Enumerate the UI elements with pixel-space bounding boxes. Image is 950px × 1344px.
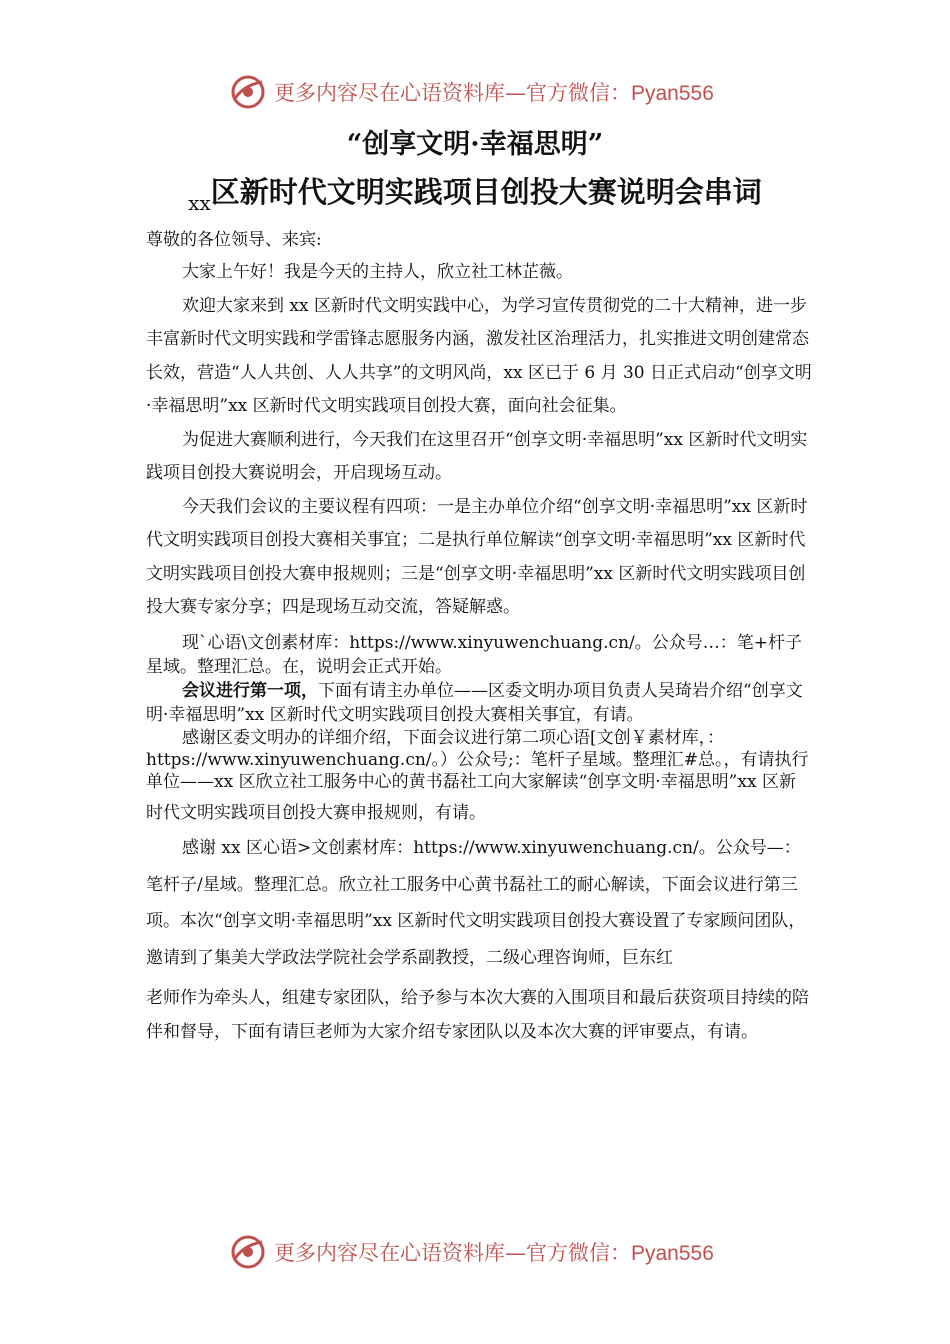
salutation: 尊敬的各位领导、来宾:	[146, 230, 322, 250]
agenda-paragraph: 今天我们会议的主要议程有四项：一是主办单位介绍“创享文明·幸福思明”xx 区新时代文明实践项目创投大赛相关事宜；二是执行单位解读“创享文明·幸福思明”xx 区新时代文明实践项目创投大赛申报规则；三是“创享文明·幸福思明”xx 区新时代文明实践项目创投大赛专家分享；四是现场互动交流，答疑解惑。	[146, 496, 808, 617]
item1-bold-lead: 会议进行第一项，	[182, 680, 318, 701]
thanks1-continuation: 时代文明实践项目创投大赛申报规则，有请。	[146, 802, 486, 823]
welcome-paragraph: 欢迎大家来到 xx 区新时代文明实践中心，为学习宣传贯彻党的二十大精神，进一步丰富新时代文明实践和学雷锋志愿服务内涵，激发社区治理活力，扎实推进文明创建常态长效，营造“人人共创、人人共享”的文明风尚，xx 区已于 6 月 30 日正式启动“创享文明·幸福思明”xx 区新时代文明实践项目创投大赛，面向社会征集。	[146, 295, 812, 416]
doc-title-line2	[0, 170, 950, 215]
start-paragraph: 现`心语\文创素材库：https://www.xinyuwenchuang.cn/。公众号…：笔+杆子星域。整理汇总。在，说明会正式开始。	[146, 632, 802, 677]
banner-account: Pyan556	[631, 1242, 714, 1265]
title-line2-main: 区新时代文明实践项目创投大赛说明会串词	[210, 175, 762, 209]
banner-site-text: 更多内容尽在心语资料库	[274, 81, 505, 105]
greeting-paragraph: 大家上午好！我是今天的主持人，欣立社工林芷薇。	[182, 262, 573, 282]
banner-separator: —	[505, 81, 526, 105]
banner-wechat-label: 官方微信：	[526, 81, 631, 105]
header-banner	[228, 72, 748, 112]
footer-banner	[228, 1232, 748, 1272]
thanks2-paragraph: 感谢 xx 区心语>文创素材库：https://www.xinyuwenchuang.cn/。公众号—：笔杆子/星域。整理汇总。欣立社工服务中心黄书磊社工的耐心解读，下面会议进行第三项。本次“创享文明·幸福思明”xx 区新时代文明实践项目创投大赛设置了专家顾问团队，邀请到了集美大学政法学院社会学系副教授，二级心理咨询师，巨东红	[146, 838, 806, 968]
item1-text: 下面有请主办单位——区委文明办项目负责人吴琦岩介绍“创享文明·幸福思明”xx 区新时代文明实践项目创投大赛相关事宜，有请。	[146, 680, 803, 725]
doc-title-line1: “创享文明·幸福思明”	[346, 129, 604, 160]
item1-paragraph	[146, 679, 814, 727]
banner-text	[274, 1237, 714, 1267]
purpose-paragraph: 为促进大赛顺利进行，今天我们在这里召开“创享文明·幸福思明”xx 区新时代文明实践项目创投大赛说明会，开启现场互动。	[146, 429, 808, 483]
banner-account: Pyan556	[631, 82, 714, 105]
brand-logo-icon	[228, 1232, 268, 1272]
document-body	[146, 224, 814, 1049]
title-xx-prefix: xx	[188, 191, 211, 215]
banner-text	[274, 77, 714, 107]
brand-logo-icon	[228, 72, 268, 112]
banner-separator: —	[505, 1241, 526, 1265]
expert-paragraph: 老师作为牵头人，组建专家团队，给予参与本次大赛的入围项目和最后获资项目持续的陪伴和督导，下面有请巨老师为大家介绍专家团队以及本次大赛的评审要点，有请。	[146, 988, 809, 1042]
thanks1-paragraph: 感谢区委文明办的详细介绍，下面会议进行第二项心语[文创￥素材库，：https://www.xinyuwenchuang.cn/。）公众号;：笔杆子星域。整理汇#总。，有请执行单位——xx 区欣立社工服务中心的黄书磊社工向大家解读“创享文明·幸福思明”xx 区新	[146, 727, 809, 792]
banner-site-text: 更多内容尽在心语资料库	[274, 1241, 505, 1265]
banner-wechat-label: 官方微信：	[526, 1241, 631, 1265]
